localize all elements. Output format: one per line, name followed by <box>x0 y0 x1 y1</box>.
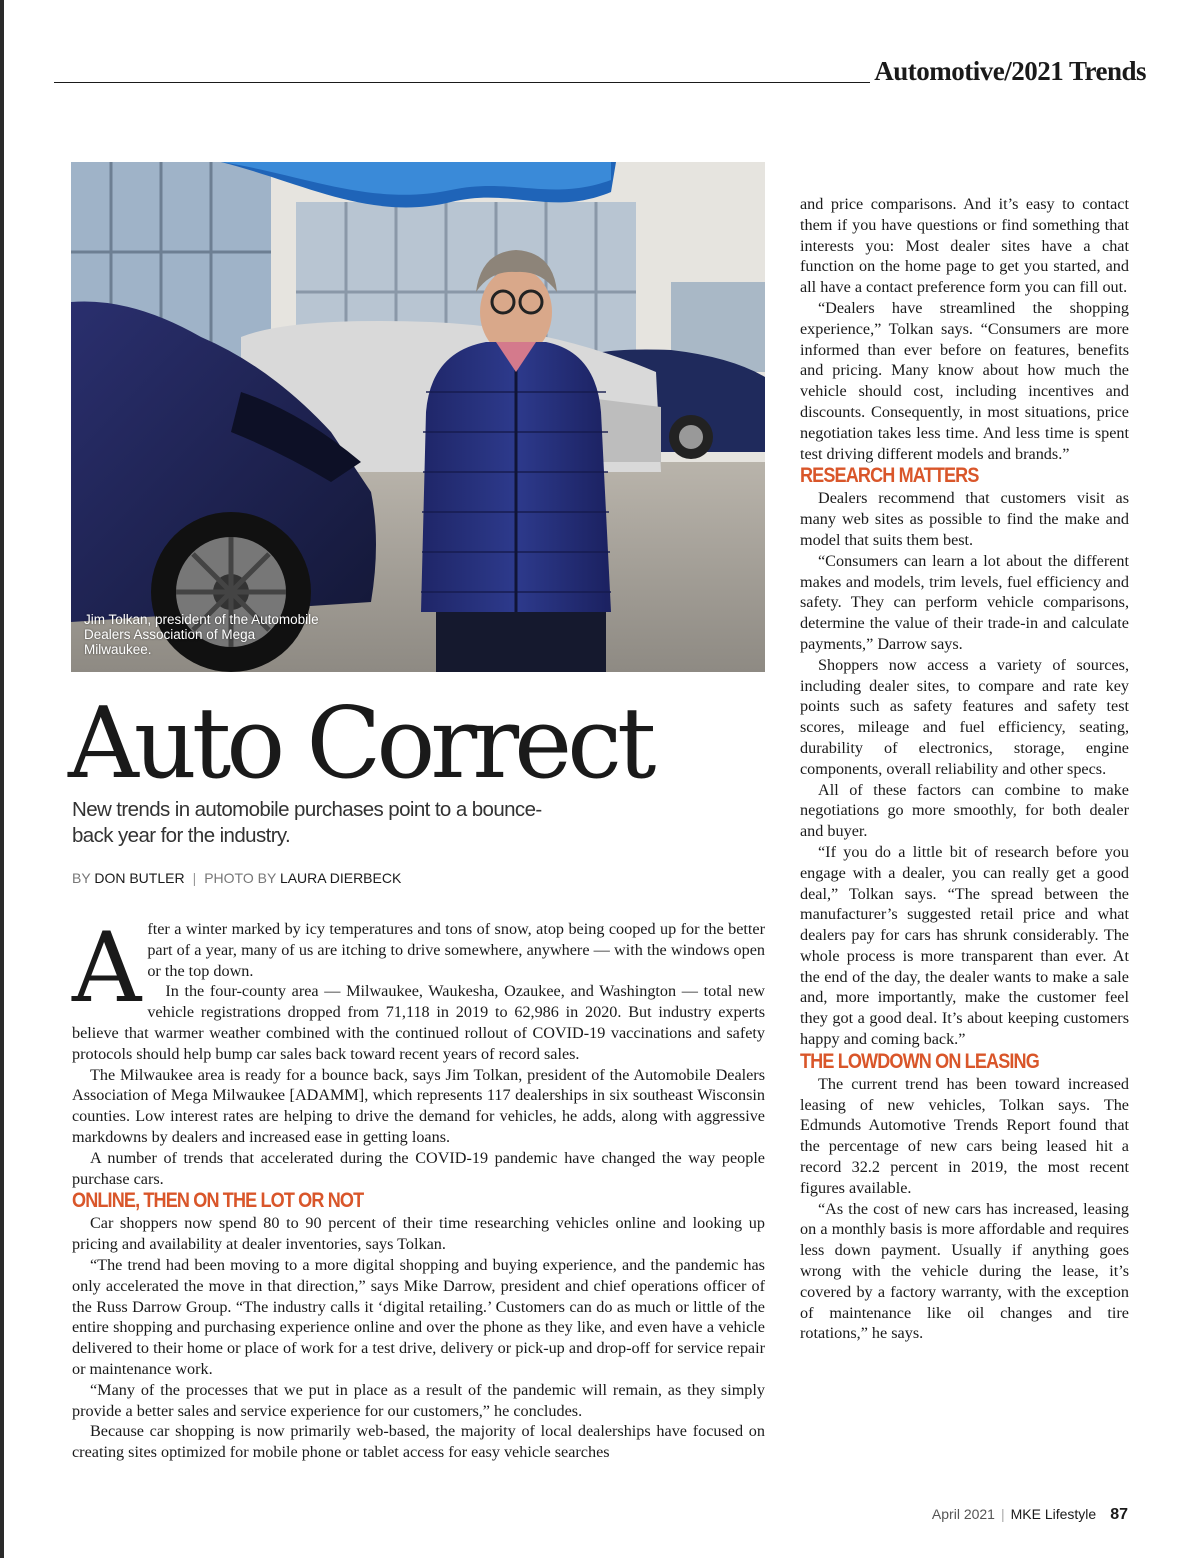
body-paragraph: A number of trends that accelerated during the COVID-19 pandemic have changed the way people purchase cars. <box>72 1148 765 1188</box>
byline <box>72 870 401 886</box>
body-paragraph: Because car shopping is now primarily web-based, the majority of local dealerships have focused on creating sites optimized for mobile phone or tablet access for easy vehicle searches <box>72 1422 765 1462</box>
subhead: ONLINE, THEN ON THE LOT OR NOT <box>72 1189 364 1213</box>
drop-cap: A <box>72 912 140 1024</box>
page-footer <box>932 1506 1128 1524</box>
page-edge <box>0 0 4 1558</box>
body-paragraph: The Milwaukee area is ready for a bounce back, says Jim Tolkan, president of the Automobile Dealers Association of Mega Milwaukee [ADAMM], which represents 117 dealerships in six southeast Wisconsin counties. Low interest rates are helping to drive the demand for vehicles, he adds, along with aggressive markdowns by dealers and increased ease in getting loans. <box>72 1065 765 1146</box>
body-paragraph: “Dealers have streamlined the shopping experience,” Tolkan says. “Consumers are more informed than ever before on features, benefits and pricing. Many know about how much the vehicle should cost, including incentives and discounts. Consequently, in most situations, price negotiation takes less time. And less time is spent test driving different models and brands.” <box>800 298 1129 463</box>
article-headline: Auto Correct <box>68 687 652 801</box>
byline-author: DON BUTLER <box>94 870 185 886</box>
body-paragraph: Dealers recommend that customers visit as many web sites as possible to find the make and model that suits them best. <box>800 489 1129 549</box>
footer-publication: MKE Lifestyle <box>1010 1506 1097 1522</box>
subhead: RESEARCH MATTERS <box>800 464 979 488</box>
article-photo <box>71 162 765 672</box>
byline-photo-prefix: PHOTO BY <box>204 870 277 886</box>
byline-separator: | <box>192 870 197 886</box>
body-column-left <box>72 912 765 1463</box>
body-paragraph: “As the cost of new cars has increased, leasing on a monthly basis is more affordable and requires less down payment. Usually if anything goes wrong with the vehicle during the lease, it’s covered by a factory warranty, with the exception of maintenance like oil changes and tire rotations,” he says. <box>800 1199 1129 1343</box>
footer-date: April 2021 <box>931 1506 995 1522</box>
page-number: 87 <box>1110 1506 1128 1523</box>
body-paragraph: The current trend has been toward increased leasing of new vehicles, Tolkan says. The Edmunds Automotive Trends Report found that the percentage of new cars being leased hit a record 32.2 percent in 2019, the most recent figures available. <box>800 1074 1129 1197</box>
body-paragraph: “Many of the processes that we put in place as a result of the pandemic will remain, as they simply provide a better sales and service experience for our customers,” he concludes. <box>72 1380 765 1420</box>
body-paragraph: “Consumers can learn a lot about the different makes and models, trim levels, fuel efficiency and safety. They can perform vehicle comparisons, determine the value of their trade-in and calculate payments,” Darrow says. <box>800 551 1129 653</box>
body-paragraph: “If you do a little bit of research before you engage with a dealer, you can really get a good deal,” Tolkan says. “The spread between the manufacturer’s suggested retail price and what dealers pay for cars has shrunk considerably. The whole process is more transparent than ever. At the end of the day, the dealer wants to make a sale and, more importantly, make the customer feel they got a good deal. It’s about keeping customers happy and coming back.” <box>800 842 1129 1049</box>
photo-caption: Jim Tolkan, president of the Automobile Dealers Association of Mega Milwaukee. <box>84 612 319 657</box>
body-paragraph: Car shoppers now spend 80 to 90 percent of their time researching vehicles online and looking up pricing and availability at dealer inventories, says Tolkan. <box>72 1214 765 1254</box>
subhead: THE LOWDOWN ON LEASING <box>800 1049 1039 1073</box>
body-column-right <box>800 194 1129 1344</box>
byline-photographer: LAURA DIERBECK <box>279 870 402 886</box>
body-paragraph: All of these factors can combine to make negotiations go more smoothly, for both dealer and buyer. <box>800 780 1129 841</box>
paragraph-text: fter a winter marked by icy temperatures and tons of snow, atop being cooped up for the better part of a year, many of us are itching to drive somewhere, anywhere — with the windows open or the top down. <box>147 920 765 980</box>
article-deck: New trends in automobile purchases point to a bounce-back year for the industry. <box>72 798 542 847</box>
byline-by-prefix: BY <box>72 870 91 886</box>
footer-separator: | <box>1000 1506 1005 1522</box>
body-paragraph: In the four-county area — Milwaukee, Waukesha, Ozaukee, and Washington — total new vehicle registrations dropped from 71,118 in 2019 to 62,986 in 2020. But industry experts believe that warmer weather combined with the continued rollout of COVID-19 vaccinations and safety protocols should help bump car sales back toward recent years of record sales. <box>72 982 765 1063</box>
body-paragraph: and price comparisons. And it’s easy to contact them if you have questions or find something that interests you: Most dealer sites have a chat function on the home page to get you started, and all have a contact preference form you can fill out. <box>800 195 1129 297</box>
section-title: Automotive/2021 Trends <box>874 56 1146 86</box>
header-rule <box>54 82 870 83</box>
body-paragraph: Shoppers now access a variety of sources, including dealer sites, to compare and rate key points such as safety features and safety test scores, mileage and fuel efficiency, seating, durability of electronics, storage, engine components, overall reliability and other specs. <box>800 655 1129 778</box>
body-paragraph: “The trend had been moving to a more digital shopping and buying experience, and the pandemic has only accelerated the move in that direction,” says Mike Darrow, president and chief operations officer of the Russ Darrow Group. “The industry calls it ‘digital retailing.’ Customers can do as much or little of the entire shopping and purchasing experience online and over the phone as they like, and even have a vehicle delivered to their home or place of work for a test drive, delivery or pick-up and drop-off for service repair or maintenance work. <box>72 1255 765 1378</box>
